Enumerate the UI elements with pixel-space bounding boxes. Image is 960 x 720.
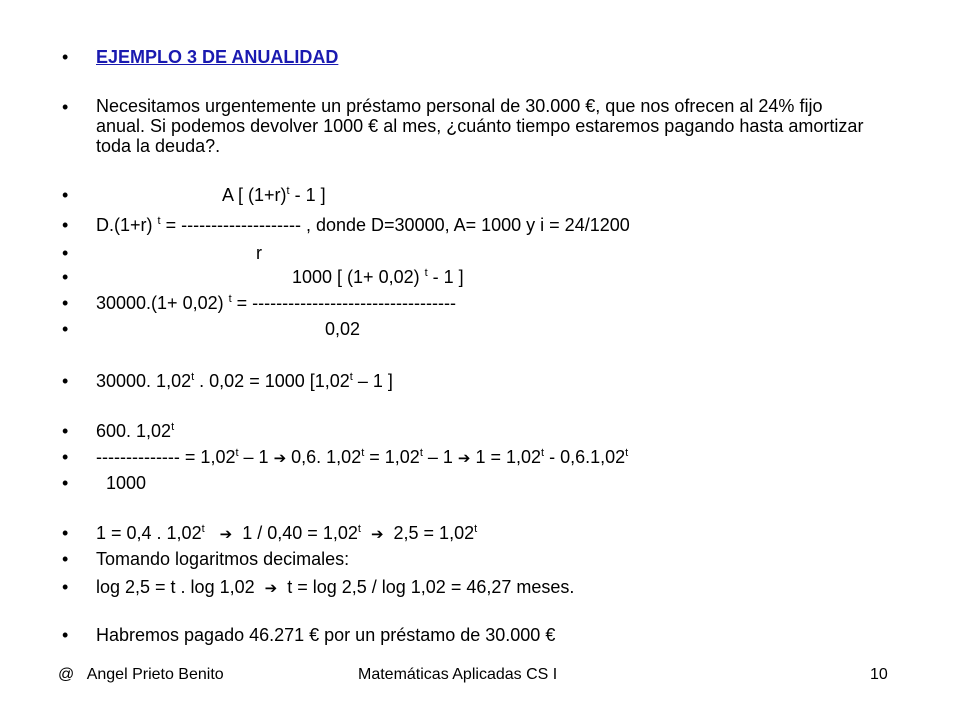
footer-author: @ Angel Prieto Benito bbox=[58, 666, 224, 683]
formula1-denominator: r bbox=[256, 243, 262, 263]
arrow-right-icon: ➔ bbox=[457, 449, 471, 467]
bullet: • bbox=[62, 625, 69, 645]
formula2-main: 30000.(1+ 0,02) $^t$ = ---------------------------------- bbox=[96, 293, 456, 313]
arrow-right-icon: ➔ bbox=[264, 579, 278, 597]
bullet: • bbox=[62, 243, 69, 263]
step4-denominator: 1000 bbox=[96, 473, 147, 493]
formula1-main: D.(1+r) $^t$ = -------------------- , donde D=30000, A= 1000 y i = 24/1200 bbox=[96, 215, 630, 235]
bullet: • bbox=[62, 549, 69, 569]
bullet: • bbox=[62, 267, 69, 287]
bullet: • bbox=[62, 523, 69, 543]
log-intro: Tomando logaritmos decimales: bbox=[96, 549, 350, 569]
slide-title[interactable]: EJEMPLO 3 DE ANUALIDAD bbox=[96, 47, 339, 67]
arrow-right-icon: ➔ bbox=[219, 525, 233, 543]
conclusion: Habremos pagado 46.271 € por un préstamo de 30.000 € bbox=[96, 625, 556, 645]
bullet: • bbox=[62, 293, 69, 313]
formula1-numerator: A [ $(1+r)^t - 1$ ] bbox=[222, 185, 326, 205]
step3: -------------- = $1,02^t - 1$ ➔ 0,6. $1,02^t = 1,02^t - 1$ ➔ $1 = 1,02^t - 0,6.1,02^t$ bbox=[96, 447, 629, 467]
bullet: • bbox=[62, 577, 69, 597]
bullet: • bbox=[62, 319, 69, 339]
formula2-numerator: 1000 [ (1+ 0,02) $^t$ - 1 ] bbox=[292, 267, 464, 287]
step5: 1 = 0,4 . 1,02$^t$ ➔ $1 / 0,40 = 1,02^t$ ➔ $2,5 = 1,02^t$ bbox=[96, 523, 478, 543]
arrow-right-icon: ➔ bbox=[273, 449, 287, 467]
bullet: • bbox=[62, 447, 69, 467]
arrow-right-icon: ➔ bbox=[370, 525, 384, 543]
bullet: • bbox=[62, 215, 69, 235]
problem-text: Necesitamos urgentemente un préstamo personal de 30.000 €, que nos ofrecen al 24% fijo anual. Si podemos devolver 1000 € al mes, ¿cuánto tiempo estaremos pagando hasta amortizar toda la deuda?. bbox=[96, 96, 864, 156]
bullet: • bbox=[62, 371, 69, 391]
log-result: log 2,5 = t . log 1,02 ➔ t = log 2,5 / log 1,02 = 46,27 meses. bbox=[96, 577, 575, 597]
bullet: • bbox=[62, 97, 69, 117]
footer-course: Matemáticas Aplicadas CS I bbox=[358, 666, 558, 683]
bullet: • bbox=[62, 47, 69, 67]
formula2-denominator: 0,02 bbox=[325, 319, 361, 339]
footer-page-number: 10 bbox=[870, 666, 888, 683]
step1: 30000. 1,02$^t$ . 0,02 = 1000 [1,02$^t$ – 1 ] bbox=[96, 371, 393, 391]
bullet: • bbox=[62, 421, 69, 441]
bullet: • bbox=[62, 185, 69, 205]
step2-numerator: 600. 1,02$^t$ bbox=[96, 421, 175, 441]
bullet: • bbox=[62, 473, 69, 493]
